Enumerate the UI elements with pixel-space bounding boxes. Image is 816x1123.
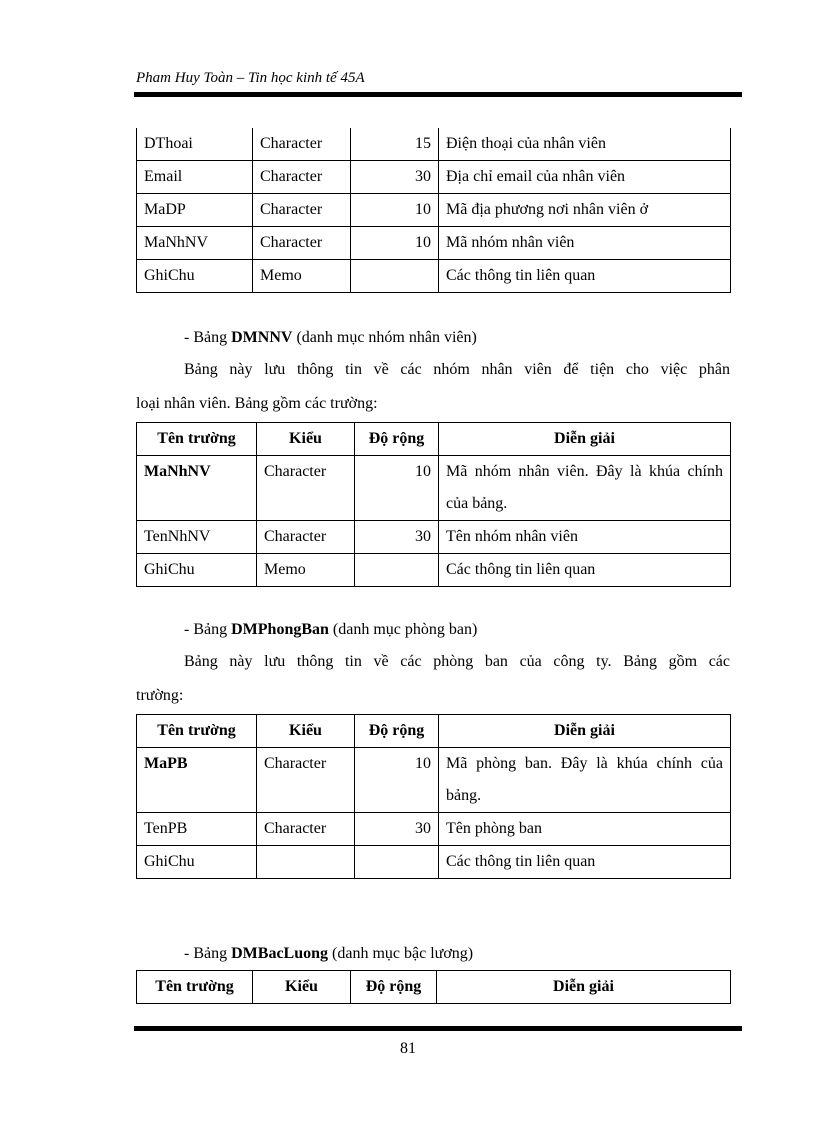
field-name-cell: MaNhNV [137, 456, 257, 521]
footer-rule [134, 1026, 742, 1031]
column-header: Tên trường [137, 423, 257, 456]
column-header: Độ rộng [355, 715, 439, 748]
table-header-row [137, 971, 731, 1004]
table-row [137, 521, 731, 554]
type-cell [257, 846, 355, 879]
field-name-cell: MaPB [137, 748, 257, 813]
table-row [137, 260, 731, 293]
table-dmbacluong [136, 970, 731, 1004]
table-nhanvien-continued [136, 128, 731, 293]
table-header-row [137, 423, 731, 456]
width-cell: 10 [351, 194, 439, 227]
width-cell [351, 260, 439, 293]
table-row [137, 161, 731, 194]
description-cell: Các thông tin liên quan [439, 846, 731, 879]
column-header: Diễn giải [439, 423, 731, 456]
width-cell [355, 846, 439, 879]
table-row [137, 813, 731, 846]
column-header: Kiểu [253, 971, 351, 1004]
field-name-cell: DThoai [137, 128, 253, 161]
width-cell: 15 [351, 128, 439, 161]
description-cell: Địa chỉ email của nhân viên [439, 161, 731, 194]
table-row [137, 128, 731, 161]
field-name-cell: TenPB [137, 813, 257, 846]
width-cell: 30 [355, 521, 439, 554]
table-dmphongban [136, 714, 731, 879]
table-row [137, 748, 731, 813]
width-cell: 10 [355, 456, 439, 521]
field-name-cell: GhiChu [137, 260, 253, 293]
description-cell: Các thông tin liên quan [439, 554, 731, 587]
column-header: Diễn giải [437, 971, 731, 1004]
field-name-cell: MaDP [137, 194, 253, 227]
width-cell: 30 [351, 161, 439, 194]
table-dmnnv [136, 422, 731, 587]
table-row [137, 194, 731, 227]
type-cell: Character [253, 227, 351, 260]
type-cell: Character [257, 521, 355, 554]
field-name-cell: TenNhNV [137, 521, 257, 554]
type-cell: Character [253, 161, 351, 194]
paragraph-line: loại nhân viên. Bảng gồm các trường: [136, 395, 378, 412]
page-number: 81 [400, 1040, 416, 1057]
description-cell: Điện thoại của nhân viên [439, 128, 731, 161]
description-cell: Mã nhóm nhân viên. Đây là khúa chính của bảng. [439, 456, 731, 521]
table-header-row [137, 715, 731, 748]
type-cell: Character [253, 194, 351, 227]
column-header: Diễn giải [439, 715, 731, 748]
width-cell: 30 [355, 813, 439, 846]
type-cell: Character [257, 456, 355, 521]
table-row [137, 227, 731, 260]
description-cell: Mã phòng ban. Đây là khúa chính của bảng. [439, 748, 731, 813]
paragraph-line: Bảng này lưu thông tin về các nhóm nhân viên để tiện cho việc phân [184, 361, 730, 378]
field-name-cell: GhiChu [137, 554, 257, 587]
column-header: Độ rộng [355, 423, 439, 456]
section-title-dmnnv: - Bảng DMNNV (danh mục nhóm nhân viên) [184, 329, 477, 346]
type-cell: Character [253, 128, 351, 161]
description-cell: Mã nhóm nhân viên [439, 227, 731, 260]
column-header: Tên trường [137, 971, 253, 1004]
width-cell: 10 [355, 748, 439, 813]
type-cell: Memo [253, 260, 351, 293]
table-row [137, 554, 731, 587]
description-cell: Tên phòng ban [439, 813, 731, 846]
description-cell: Mã địa phương nơi nhân viên ở [439, 194, 731, 227]
type-cell: Character [257, 813, 355, 846]
paragraph-line: trường: [136, 687, 184, 704]
section-title-dmphongban: - Bảng DMPhongBan (danh mục phòng ban) [184, 621, 478, 638]
width-cell: 10 [351, 227, 439, 260]
field-name-cell: Email [137, 161, 253, 194]
header-rule [134, 92, 742, 97]
column-header: Độ rộng [351, 971, 437, 1004]
paragraph-line: Bảng này lưu thông tin về các phòng ban của công ty. Bảng gồm các [184, 653, 730, 670]
column-header: Kiểu [257, 715, 355, 748]
width-cell [355, 554, 439, 587]
type-cell: Memo [257, 554, 355, 587]
table-row [137, 846, 731, 879]
field-name-cell: MaNhNV [137, 227, 253, 260]
field-name-cell: GhiChu [137, 846, 257, 879]
column-header: Kiểu [257, 423, 355, 456]
running-header: Pham Huy Toàn – Tin học kinh tế 45A [136, 70, 365, 86]
section-title-dmbacluong: - Bảng DMBacLuong (danh mục bậc lương) [184, 945, 474, 962]
type-cell: Character [257, 748, 355, 813]
description-cell: Tên nhóm nhân viên [439, 521, 731, 554]
table-row [137, 456, 731, 521]
description-cell: Các thông tin liên quan [439, 260, 731, 293]
column-header: Tên trường [137, 715, 257, 748]
